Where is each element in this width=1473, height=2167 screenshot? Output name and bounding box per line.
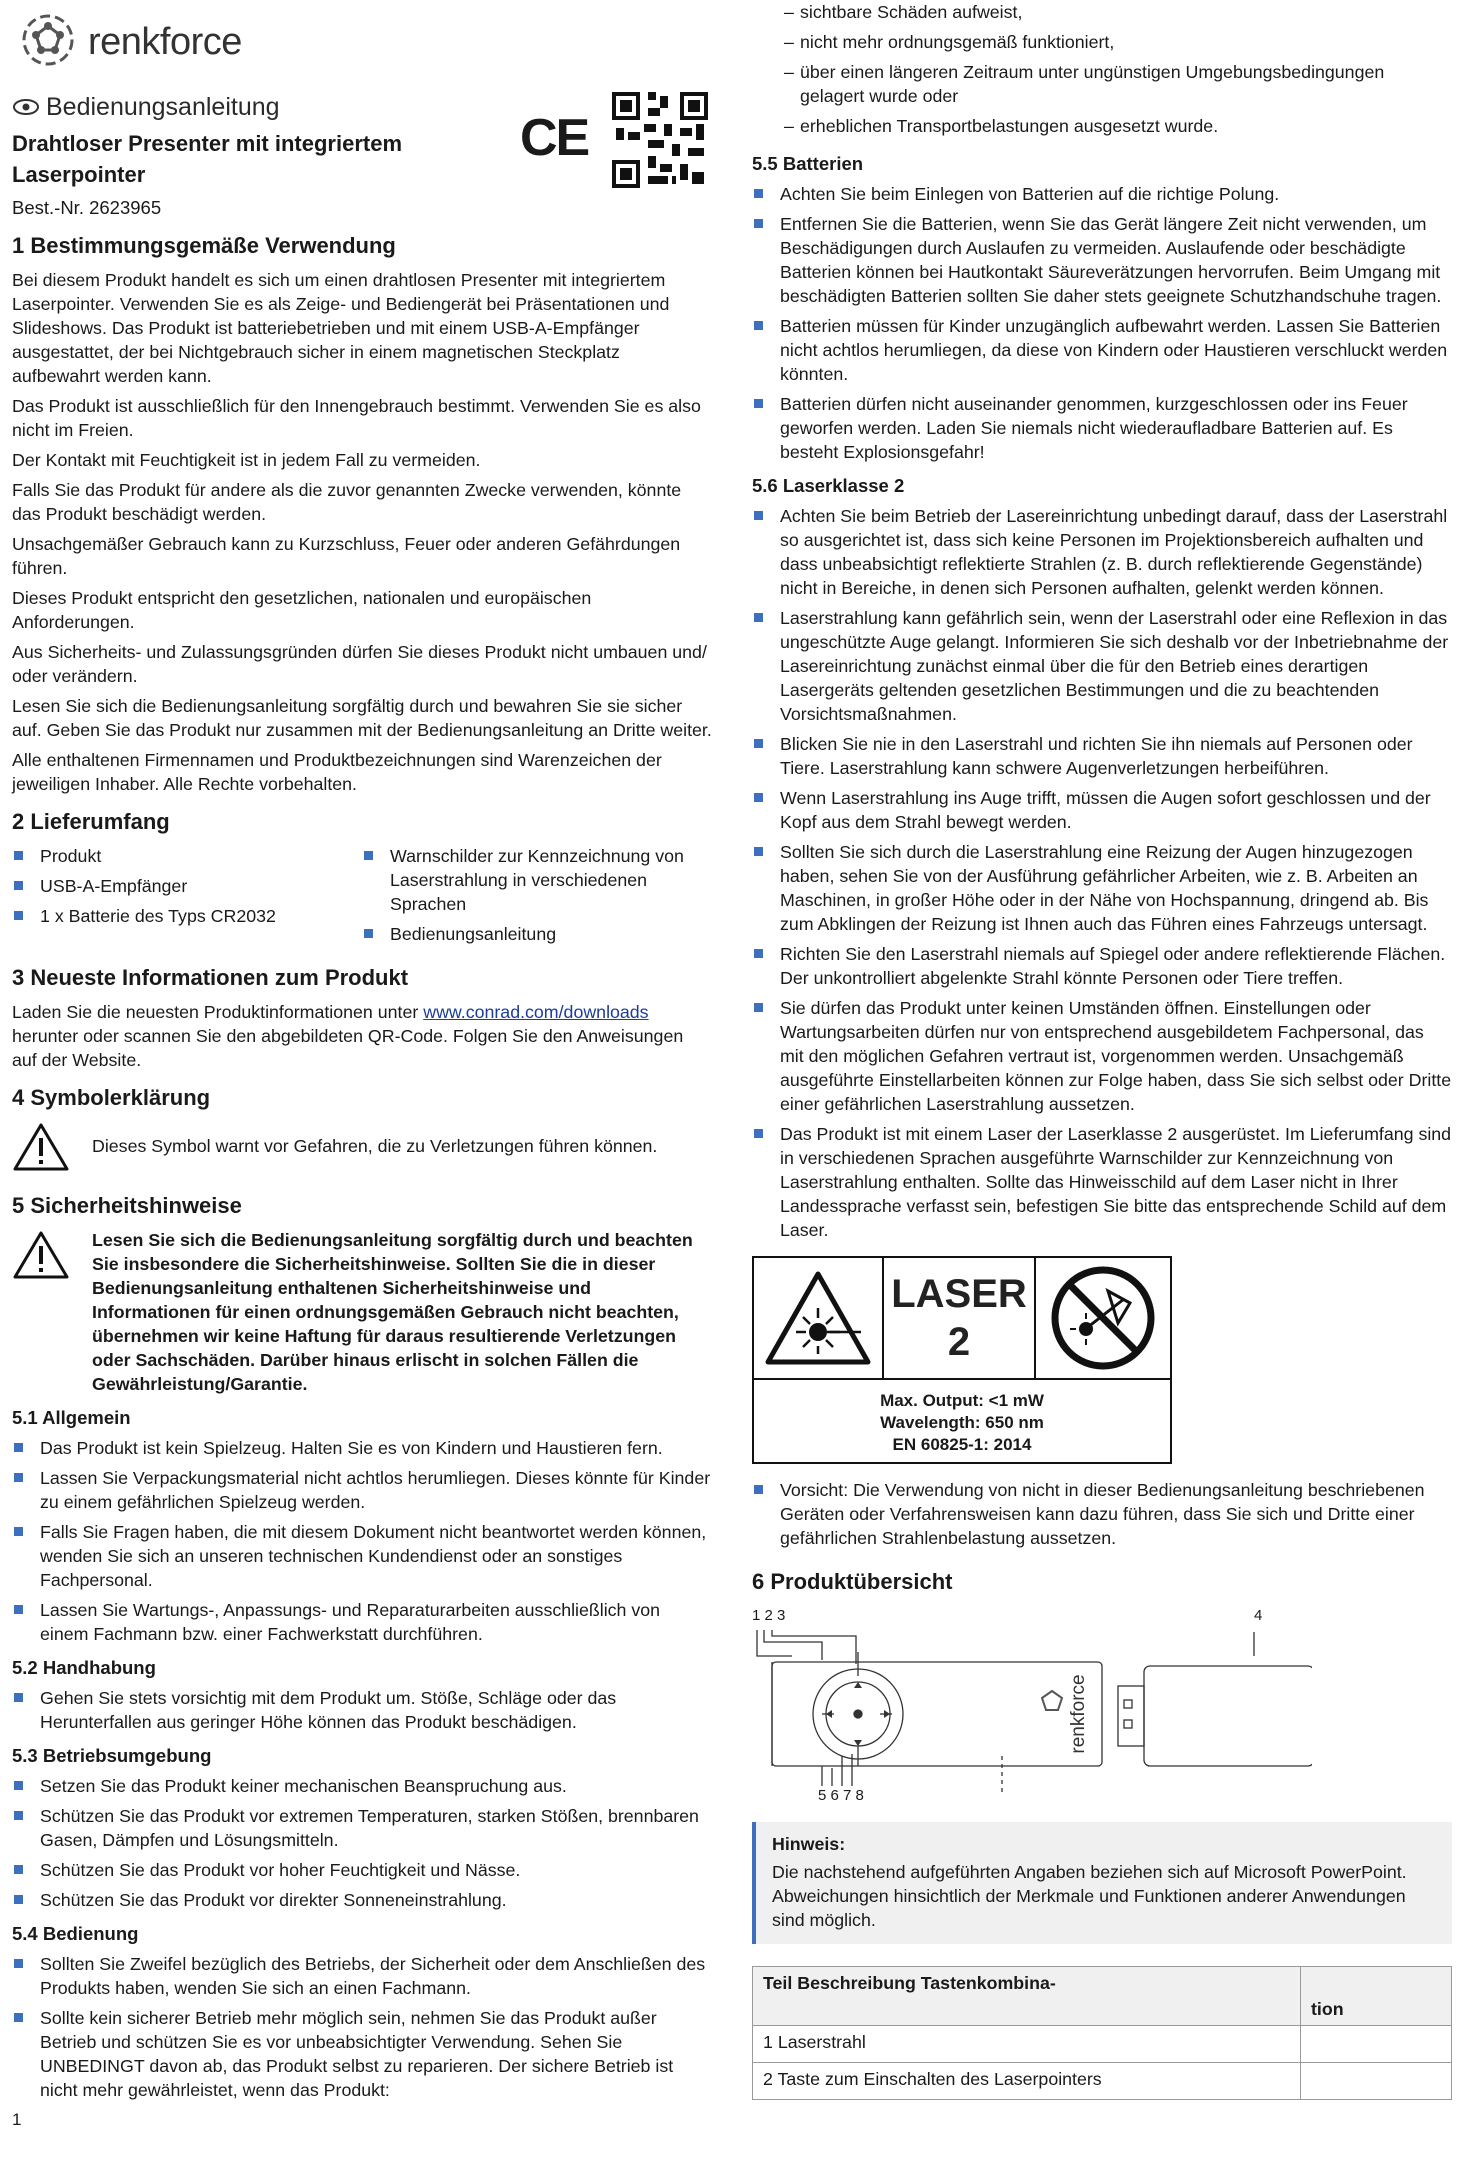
section-4-title: 4 Symbolerklärung xyxy=(12,1085,211,1110)
product-title: Drahtloser Presenter mit integriertem Laserpointer xyxy=(12,131,403,187)
table-row xyxy=(753,2063,1452,2100)
list-item: – über einen längeren Zeitraum unter ungünstigen Umgebungsbedingungen gelagert wurde oder xyxy=(772,60,1452,108)
list-item: Schützen Sie das Produkt vor hoher Feuchtigkeit und Nässe. xyxy=(12,1858,712,1882)
section-5-4-title: 5.4 Bedienung xyxy=(12,1923,139,1944)
list-item: Schützen Sie das Produkt vor extremen Temperaturen, starken Stößen, brennbaren Gasen, Dämpfen und Lösungsmitteln. xyxy=(12,1804,712,1852)
callout-label-4: 4 xyxy=(1254,1607,1263,1624)
list-item: Bedienungsanleitung xyxy=(362,922,712,946)
ce-mark: CE xyxy=(520,109,589,167)
downloads-link[interactable]: www.conrad.com/downloads xyxy=(423,1002,649,1022)
list-item: – erheblichen Transportbelastungen ausgesetzt wurde. xyxy=(772,114,1452,138)
list-item: Das Produkt ist mit einem Laser der Laserklasse 2 ausgerüstet. Im Lieferumfang sind in verschiedenen Sprachen ausgeführte Warnschilder zur Kennzeichnung von Laserstrahlung enthalten. Sollte das Hinweisschild auf dem Laser nicht in Ihrer Landessprache verfasst sein, befestigen Sie bitte das entsprechende Schild auf dem Laser. xyxy=(752,1122,1452,1242)
section-2-title: 2 Lieferumfang xyxy=(12,809,170,834)
left-column xyxy=(12,0,712,2108)
doc-type xyxy=(12,92,712,122)
list-item: 1 x Batterie des Typs CR2032 xyxy=(12,904,362,928)
section-3-title: 3 Neueste Informationen zum Produkt xyxy=(12,965,409,990)
laser-hazard-cell xyxy=(754,1258,884,1378)
symbol-text: Dieses Symbol warnt vor Gefahren, die zu Verletzungen führen können. xyxy=(92,1136,658,1156)
brand-logo xyxy=(12,0,712,80)
operation-list xyxy=(12,1952,712,2102)
paragraph: Dieses Produkt entspricht den gesetzlichen, nationalen und europäischen Anforderungen. xyxy=(12,588,592,632)
list-item: Batterien müssen für Kinder unzugänglich aufbewahrt werden. Lassen Sie Batterien nicht achtlos herumliegen, da diese von Kindern oder Haustieren verschluckt werden könnten. xyxy=(752,314,1452,386)
section-5-1-title: 5.1 Allgemein xyxy=(12,1407,131,1428)
laser-output: Max. Output: <1 mW xyxy=(880,1391,1044,1410)
table-header-row xyxy=(753,1967,1452,2026)
section-6-title: 6 Produktübersicht xyxy=(752,1569,953,1594)
warning-triangle-icon xyxy=(12,1230,70,1280)
section-3-text xyxy=(12,1000,712,1072)
list-item: Lassen Sie Wartungs-, Anpassungs- und Reparaturarbeiten ausschließlich von einem Fachmann bzw. einer Fachwerkstatt durchführen. xyxy=(12,1598,712,1646)
brand-name: renkforce xyxy=(88,21,242,63)
list-item: Richten Sie den Laserstrahl niemals auf Spiegel oder andere reflektierende Flächen. Der unkontrolliert abgelenkte Strahl könnte Personen oder Tiere treffen. xyxy=(752,942,1452,990)
laser-standard: EN 60825-1: 2014 xyxy=(892,1435,1032,1454)
laser-specs xyxy=(754,1380,1170,1462)
table-row xyxy=(753,2026,1452,2063)
hint-text: Die nachstehend aufgeführten Angaben beziehen sich auf Microsoft PowerPoint. Abweichungen hinsichtlich der Merkmale und Funktionen anderer Anwendungen sind möglich. xyxy=(772,1862,1407,1930)
laser-warning-sign xyxy=(752,1256,1172,1464)
section-5-title: 5 Sicherheitshinweise xyxy=(12,1193,242,1218)
s3-text-after: herunter oder scannen Sie den abgebildeten QR-Code. Folgen Sie den Anweisungen auf der Website. xyxy=(12,1026,684,1070)
table-header-cell-2: tion xyxy=(1301,1967,1452,2026)
paragraph: Das Produkt ist ausschließlich für den Innengebrauch bestimmt. Verwenden Sie es also nicht im Freien. xyxy=(12,396,701,440)
right-column xyxy=(752,0,1452,2100)
general-list xyxy=(12,1436,712,1646)
environment-list xyxy=(12,1774,712,1912)
parts-table xyxy=(752,1966,1452,2100)
page-number: 1 xyxy=(12,2110,22,2129)
safety-warning-text: Lesen Sie sich die Bedienungsanleitung sorgfältig durch und beachten Sie insbesondere die Sicherheitshinweise. Sollten Sie die in dieser Bedienungsanleitung enthaltenen Sicherheitshinweise und Informationen für einen ordnungsgemäßen Gebrauch nicht beachten, übernehmen wir keine Haftung für daraus resultierende Verletzungen oder Sachschäden. Darüber hinaus erlischt in solchen Fällen die Gewährleistung/Garantie. xyxy=(92,1230,693,1394)
paragraph: Aus Sicherheits- und Zulassungsgründen dürfen Sie dieses Produkt nicht umbauen und/ oder verändern. xyxy=(12,642,707,686)
table-cell: 1 Laserstrahl xyxy=(753,2026,1301,2063)
handling-list xyxy=(12,1686,712,1734)
list-item: Sollten Sie Zweifel bezüglich des Betriebs, der Sicherheit oder dem Anschließen des Produkts haben, wenden Sie sich an einen Fachmann. xyxy=(12,1952,712,2000)
order-number: Best.-Nr. 2623965 xyxy=(12,197,162,218)
list-item: Blicken Sie nie in den Laserstrahl und richten Sie ihn niemals auf Personen oder Tiere. Laserstrahlung kann schwere Augenverletzungen herbeiführen. xyxy=(752,732,1452,780)
table-cell: 2 Taste zum Einschalten des Laserpointers xyxy=(753,2063,1301,2100)
presenter-drawing xyxy=(752,1616,1312,1794)
laser-caution-list xyxy=(752,1478,1452,1550)
list-item: Batterien dürfen nicht auseinander genommen, kurzgeschlossen oder ins Feuer geworfen werden. Laden Sie niemals nicht wiederaufladbare Batterien auf. Es besteht Explosionsgefahr! xyxy=(752,392,1452,464)
delivery-scope xyxy=(12,844,712,952)
list-item: Gehen Sie stets vorsichtig mit dem Produkt um. Stöße, Schläge oder das Herunterfallen aus geringer Höhe können das Produkt beschädigen. xyxy=(12,1686,712,1734)
list-item: USB-A-Empfänger xyxy=(12,874,362,898)
paragraph: Falls Sie das Produkt für andere als die zuvor genannten Zwecke verwenden, könnte das Produkt beschädigt werden. xyxy=(12,480,682,524)
list-item: Das Produkt ist kein Spielzeug. Halten Sie es von Kindern und Haustieren fern. xyxy=(12,1436,712,1460)
list-item: Schützen Sie das Produkt vor direkter Sonneneinstrahlung. xyxy=(12,1888,712,1912)
section-5-3-title: 5.3 Betriebsumgebung xyxy=(12,1745,212,1766)
paragraph: Bei diesem Produkt handelt es sich um einen drahtlosen Presenter mit integriertem Laserpointer. Verwenden Sie es als Zeige- und Bediengerät bei Präsentationen und Slideshows. Das Produkt ist batteriebetrieben und mit einem USB-A-Empfänger ausgestattet, der bei Nichtgebrauch sicher in einem magnetischen Steckplatz aufbewahrt werden kann. xyxy=(12,270,670,386)
list-item: – nicht mehr ordnungsgemäß funktioniert, xyxy=(772,30,1452,54)
delivery-list-right xyxy=(362,844,712,946)
laser-text-cell xyxy=(884,1258,1036,1378)
device-brand-label: renkforce xyxy=(1068,1674,1089,1754)
delivery-list-left xyxy=(12,844,362,928)
list-item: – sichtbare Schäden aufweist, xyxy=(772,0,1452,24)
warning-triangle-icon xyxy=(12,1122,70,1172)
battery-list xyxy=(752,182,1452,464)
list-item: Sollte kein sicherer Betrieb mehr möglich sein, nehmen Sie das Produkt außer Betrieb und schützen Sie es vor unbeabsichtigter Verwendung. Sehen Sie UNBEDINGT davon ab, das Produkt selbst zu reparieren. Der sichere Betrieb ist nicht mehr gewährleistet, wenn das Produkt: xyxy=(12,2006,712,2102)
list-item: Entfernen Sie die Batterien, wenn Sie das Gerät längere Zeit nicht verwenden, um Beschädigungen durch Auslaufen zu vermeiden. Auslaufende oder beschädigte Batterien können bei Hautkontakt Säureverätzungen hervorrufen. Beim Umgang mit beschädigten Batterien sollten Sie daher stets geeignete Schutzhandschuhe tragen. xyxy=(752,212,1452,308)
s3-text-before: Laden Sie die neuesten Produktinformationen unter xyxy=(12,1002,424,1022)
section-5-2-title: 5.2 Handhabung xyxy=(12,1657,156,1678)
list-item: Warnschilder zur Kennzeichnung von Laserstrahlung in verschiedenen Sprachen xyxy=(362,844,712,916)
no-look-cell xyxy=(1036,1258,1170,1378)
table-header-cell: Teil Beschreibung Tastenkombina- xyxy=(753,1967,1301,2026)
section-5-5-title: 5.5 Batterien xyxy=(752,153,864,174)
paragraph: Unsachgemäßer Gebrauch kann zu Kurzschluss, Feuer oder anderen Gefährdungen führen. xyxy=(12,534,681,578)
laser-wavelength: Wavelength: 650 nm xyxy=(880,1413,1044,1432)
laser-class-list xyxy=(752,504,1452,1242)
laser-class: 2 xyxy=(947,1320,971,1364)
list-item: Sollten Sie sich durch die Laserstrahlung eine Reizung der Augen hinzugezogen haben, sehen Sie von der Ausführung gefährlicher Arbeiten, wie z. B. Arbeiten an Maschinen, in großer Höhe oder in der Nähe von Hochspannung, dringend ab. Bis zum Abklingen der Reizung ist Ihnen auch das Führen eines Fahrzeugs untersagt. xyxy=(752,840,1452,936)
callout-labels-top: 1 2 3 xyxy=(752,1607,786,1624)
list-item: Vorsicht: Die Verwendung von nicht in dieser Bedienungsanleitung beschriebenen Geräten oder Verfahrensweisen kann dazu führen, dass Sie sich und Dritte einer gefährlichen Strahlenbelastung aussetzen. xyxy=(752,1478,1452,1550)
table-cell-empty xyxy=(1301,2063,1452,2100)
renkforce-logo-icon xyxy=(16,8,80,72)
laser-hazard-icon xyxy=(763,1268,873,1368)
table-cell-empty xyxy=(1301,2026,1452,2063)
product-overview-diagram xyxy=(752,1604,1452,1804)
list-item: Wenn Laserstrahlung ins Auge trifft, müssen die Augen sofort geschlossen und der Kopf aus dem Strahl bewegt werden. xyxy=(752,786,1452,834)
list-item: Laserstrahlung kann gefährlich sein, wenn der Laserstrahl oder eine Reflexion in das ungeschützte Auge gelangt. Informieren Sie sich deshalb vor der Inbetriebnahme der Lasereinrichtung zunächst einmal über die für den Betrieb eines derartigen Lasergeräts geltenden gesetzlichen Bestimmungen und die zu beachtenden Vorsichtsmaßnahmen. xyxy=(752,606,1452,726)
symbol-row xyxy=(12,1120,712,1180)
list-item: Sie dürfen das Produkt unter keinen Umständen öffnen. Einstellungen oder Wartungsarbeiten dürfen nur von entsprechend ausgebildetem Fachpersonal, das mit den möglichen Gefahren vertraut ist, vorgenommen werden. Unsachgemäß ausgeführte Einstellarbeiten können zur Folge haben, dass Sie sich selbst oder Dritte einer gefährlichen Laserstrahlung aussetzen. xyxy=(752,996,1452,1116)
list-item: Achten Sie beim Betrieb der Lasereinrichtung unbedingt darauf, dass der Laserstrahl so ausgerichtet ist, dass sich keine Personen im Projektionsbereich aufhalten und dass unbeabsichtigt reflektierte Strahlen (z. B. durch reflektierende Gegenstände) nicht in Bereiche, in denen sich Personen aufhalten, gelenkt werden können. xyxy=(752,504,1452,600)
section-5-6-title: 5.6 Laserklasse 2 xyxy=(752,475,905,496)
hint-title: Hinweis: xyxy=(772,1834,846,1854)
list-item: Falls Sie Fragen haben, die mit diesem Dokument nicht beantwortet werden können, wenden Sie sich an unseren technischen Kundendienst oder an sonstiges Fachpersonal. xyxy=(12,1520,712,1592)
list-item: Produkt xyxy=(12,844,362,868)
paragraph: Der Kontakt mit Feuchtigkeit ist in jedem Fall zu vermeiden. xyxy=(12,450,481,470)
paragraph: Alle enthaltenen Firmennamen und Produktbezeichnungen sind Warenzeichen der jeweiligen Inhaber. Alle Rechte vorbehalten. xyxy=(12,750,662,794)
section-1-title: 1 Bestimmungsgemäße Verwendung xyxy=(12,233,396,258)
list-item: Lassen Sie Verpackungsmaterial nicht achtlos herumliegen. Dieses könnte für Kinder zu einem gefährlichen Spielzeug werden. xyxy=(12,1466,712,1514)
laser-word: LASER xyxy=(891,1272,1027,1316)
eye-icon xyxy=(12,98,40,116)
qr-code-icon xyxy=(612,92,708,188)
section-1-body xyxy=(12,268,712,796)
safety-warning-row xyxy=(12,1228,712,1396)
list-item: Setzen Sie das Produkt keiner mechanischen Beanspruchung aus. xyxy=(12,1774,712,1798)
hint-box xyxy=(752,1822,1452,1944)
callout-labels-bottom: 5 6 7 8 xyxy=(818,1787,864,1804)
list-item: Achten Sie beim Einlegen von Batterien auf die richtige Polung. xyxy=(752,182,1452,206)
unsafe-conditions-list xyxy=(772,0,1452,138)
do-not-stare-icon xyxy=(1048,1263,1158,1373)
paragraph: Lesen Sie sich die Bedienungsanleitung sorgfältig durch und bewahren Sie sie sicher auf. Geben Sie das Produkt nur zusammen mit der Bedienungsanleitung an Dritte weiter. xyxy=(12,696,712,740)
doc-type-label: Bedienungsanleitung xyxy=(46,93,280,121)
